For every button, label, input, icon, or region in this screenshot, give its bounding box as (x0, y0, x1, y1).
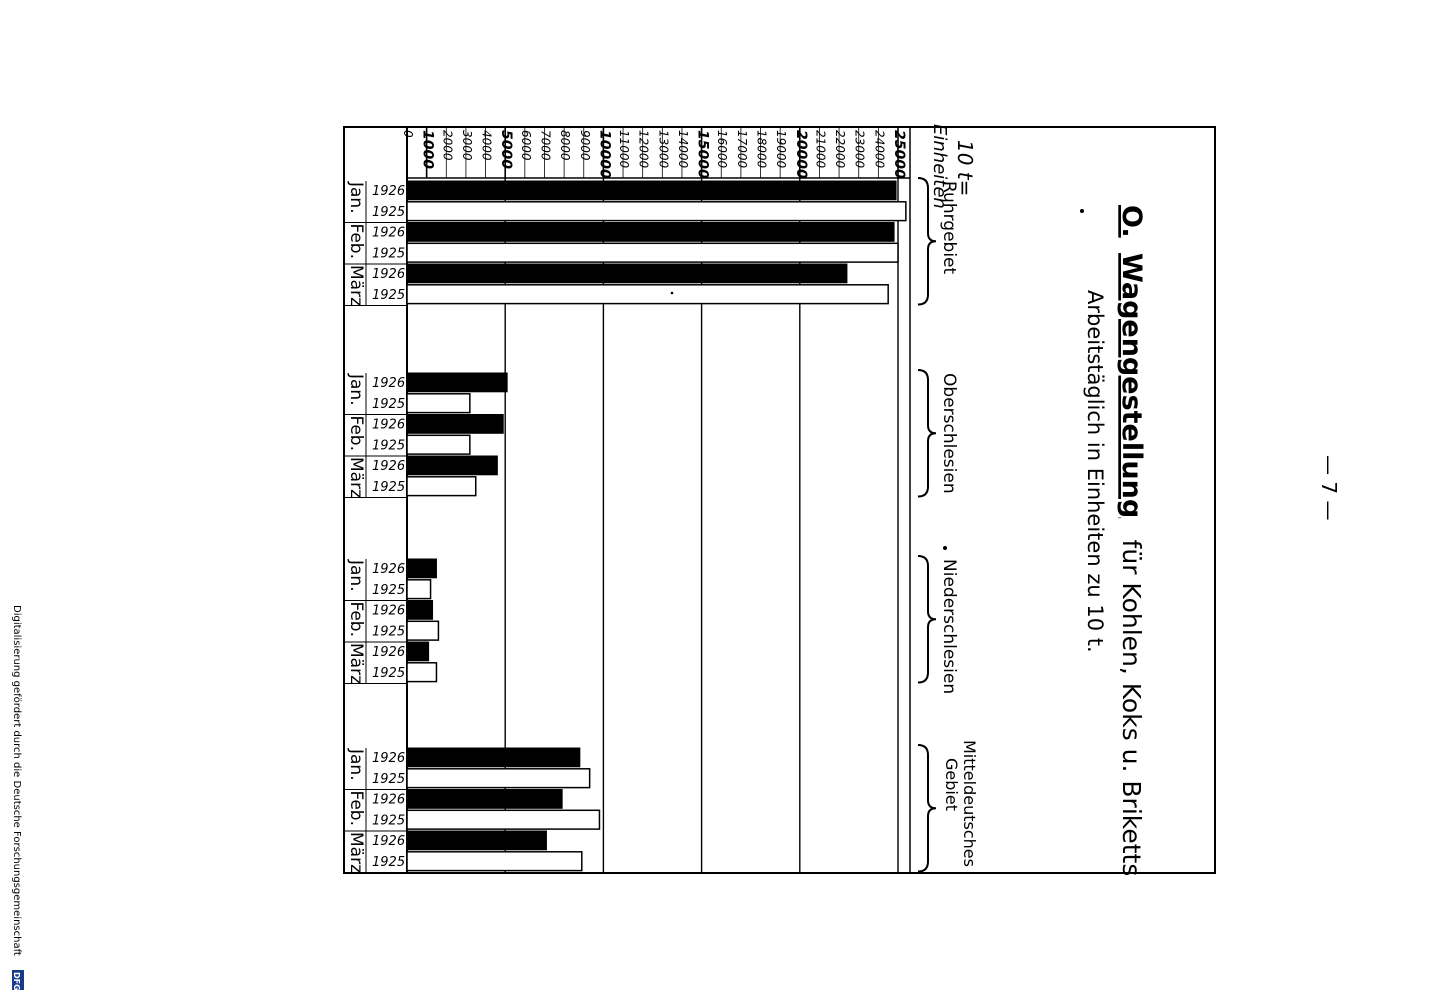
month-label: März (346, 643, 366, 684)
region-name (942, 740, 979, 867)
tick-label: 19000 (774, 130, 789, 169)
month-label: Feb. (346, 601, 366, 638)
chart-title (1116, 205, 1147, 876)
tick-label: 13000 (656, 130, 671, 169)
region-brace (918, 556, 936, 683)
page-number-group (1317, 455, 1341, 520)
year-label-1926: 1926 (372, 834, 406, 849)
tick-label: 11000 (617, 130, 632, 169)
year-label-1926: 1926 (372, 562, 406, 577)
bar-1926 (407, 559, 436, 578)
tick-label: 14000 (675, 130, 690, 169)
year-label-1925: 1925 (372, 771, 406, 787)
year-label-1925: 1925 (372, 287, 406, 303)
bar-1926 (407, 748, 580, 767)
footer-text: Digitalisierung gefördert durch die Deutsche Forschungsgemeinschaft (11, 605, 22, 956)
year-label-1925: 1925 (372, 813, 406, 829)
tick-label: 20000 (792, 130, 809, 179)
bar-1926 (407, 415, 503, 434)
bar-1926 (407, 373, 507, 392)
tick-label: 9000 (577, 130, 592, 161)
region-name: Niederschlesien (939, 559, 959, 695)
title-rest: für Kohlen, Koks u. Briketts (1117, 539, 1146, 877)
unit-label-line2: Einheiten (929, 124, 950, 209)
tick-label: 25000 (891, 130, 907, 179)
value-tick-labels (401, 130, 907, 179)
tick-label: 16000 (715, 130, 730, 169)
month-label: Jan. (346, 749, 366, 781)
tick-label: 7000 (538, 130, 553, 161)
bars (407, 181, 906, 871)
dfg-logo-text: DFG (12, 972, 21, 991)
year-label-1925: 1925 (372, 246, 406, 262)
tick-label: 15000 (694, 130, 711, 179)
bar-1926 (407, 831, 546, 850)
bar-1926 (407, 223, 894, 242)
region-brace (918, 745, 936, 872)
tick-label: 10000 (596, 130, 613, 179)
month-label: Jan. (346, 560, 366, 592)
year-label-1925: 1925 (372, 665, 406, 681)
year-label-1926: 1926 (372, 267, 406, 282)
bar-1925 (407, 202, 906, 221)
tick-label: 23000 (852, 130, 867, 169)
month-label: Jan. (346, 374, 366, 406)
chart-subtitle-group (1083, 290, 1107, 653)
bar-1925 (407, 435, 470, 454)
tick-label: 2000 (440, 130, 455, 161)
row-labels (344, 181, 407, 873)
bar-1926 (407, 642, 429, 661)
month-label: März (346, 265, 366, 306)
year-label-1926: 1926 (372, 184, 406, 199)
bar-1925 (407, 580, 431, 599)
year-label-1925: 1925 (372, 854, 406, 870)
footer-group (11, 605, 24, 991)
year-label-1925: 1925 (372, 438, 406, 454)
year-label-1925: 1925 (372, 479, 406, 495)
year-label-1925: 1925 (372, 396, 406, 412)
title-main: Wagengestellung (1116, 253, 1147, 519)
month-label: März (346, 457, 366, 498)
tick-label: 1000 (419, 130, 436, 169)
year-label-1926: 1926 (372, 459, 406, 474)
tick-label: 0 (401, 130, 415, 138)
bar-1925 (407, 243, 898, 262)
bar-1925 (407, 810, 599, 829)
tick-label: 3000 (459, 130, 474, 161)
region-brace (918, 370, 936, 497)
region-name-line: Mitteldeutsches (960, 740, 979, 867)
bar-1925 (407, 394, 470, 413)
month-label: Feb. (346, 415, 366, 452)
tick-label: 21000 (813, 130, 828, 169)
region-labels (918, 178, 979, 872)
bar-1925 (407, 769, 590, 788)
region-name-line: Gebiet (942, 758, 961, 811)
bar-1925 (407, 621, 438, 640)
tick-label: 24000 (872, 130, 887, 169)
bar-1925 (407, 285, 888, 304)
chart-subtitle: Arbeitstäglich in Einheiten zu 10 t. (1083, 290, 1107, 653)
tick-label: 4000 (479, 130, 494, 161)
tick-label: 6000 (518, 130, 533, 161)
speck (1080, 209, 1084, 213)
year-label-1926: 1926 (372, 225, 406, 241)
bar-1925 (407, 663, 436, 682)
speck (671, 292, 674, 295)
year-label-1925: 1925 (372, 582, 406, 598)
month-label: Feb. (346, 790, 366, 827)
year-label-1925: 1925 (372, 204, 406, 220)
region-name: Oberschlesien (939, 373, 959, 494)
tick-label: 5000 (498, 130, 515, 169)
svg-text:O. Wagengestellung (1116, 205, 1147, 876)
page-number: — 7 — (1317, 455, 1341, 521)
bar-1925 (407, 852, 582, 871)
bar-1926 (407, 456, 497, 475)
month-label: Jan. (346, 182, 366, 214)
month-label: März (346, 832, 366, 873)
year-label-1925: 1925 (372, 624, 406, 640)
year-label-1926: 1926 (372, 417, 406, 433)
year-label-1926: 1926 (372, 603, 406, 619)
bar-1926 (407, 790, 562, 809)
speck (943, 546, 947, 550)
unit-label-line1: 10 t= (953, 140, 977, 197)
tick-label: 17000 (734, 130, 749, 169)
year-label-1926: 1926 (372, 751, 406, 766)
bar-1925 (407, 477, 476, 496)
year-label-1926: 1926 (372, 645, 406, 660)
bar-1926 (407, 601, 433, 620)
title-prefix: O. (1116, 205, 1147, 238)
month-label: Feb. (346, 223, 366, 260)
tick-label: 8000 (558, 130, 573, 161)
year-label-1926: 1926 (372, 376, 406, 391)
region-name: Ruhrgebiet (939, 181, 959, 275)
year-label-1926: 1926 (372, 792, 406, 808)
bar-1926 (407, 264, 847, 283)
bar-1926 (407, 181, 896, 200)
tick-label: 18000 (754, 130, 769, 169)
tick-label: 12000 (636, 130, 651, 169)
tick-label: 22000 (833, 130, 848, 169)
